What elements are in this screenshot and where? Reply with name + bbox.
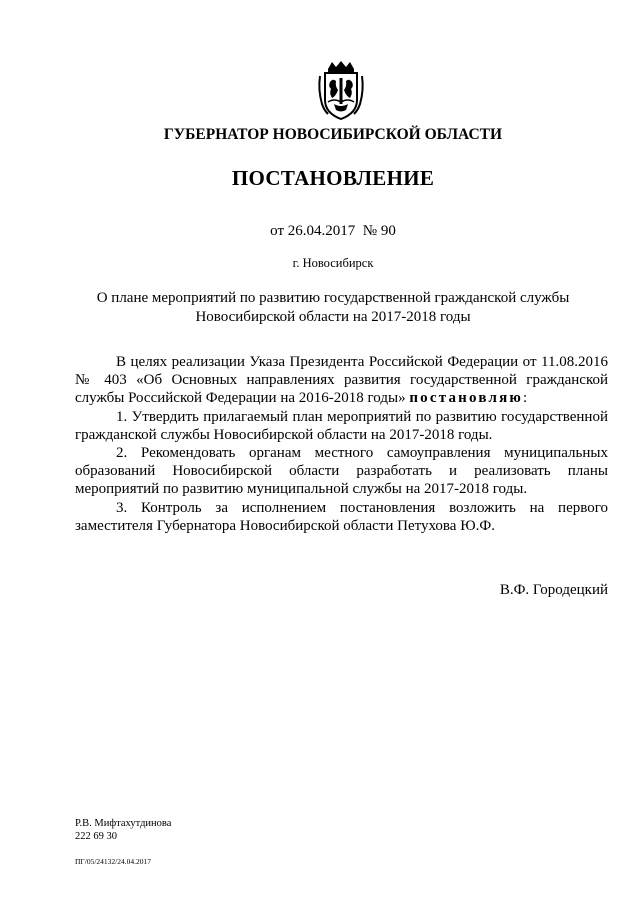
resolution-keyword: постановляю [409,390,524,407]
executor-phone: 222 69 30 [75,831,117,842]
issuer-title: ГУБЕРНАТОР НОВОСИБИРСКОЙ ОБЛАСТИ [163,126,503,143]
document-subject [0,289,640,327]
document-body [75,353,608,535]
city-line: г. Новосибирск [292,256,374,270]
registration-code: ПГ/05/24132/24.04.2017 [75,857,152,866]
subject-line-2: Новосибирской области на 2017-2018 годы [195,309,471,325]
executor-block [75,817,171,843]
executor-name: Р.В. Мифтахутдинова [75,818,172,829]
resolution-item-1: 1. Утвердить прилагаемый план мероприятий по развитию государственной гражданской службы Новосибирской области на 2017-2018 годы. [75,408,608,443]
preamble-paragraph [75,353,608,408]
resolution-item-2: 2. Рекомендовать органам местного самоуправления муниципальных образований Новосибирской области разработать и реализовать планы мероприятий по развитию муниципальной службы на 2017-2018 годы. [75,445,608,498]
subject-line-1: О плане мероприятий по развитию государственной гражданской службы [96,290,570,306]
preamble-text: В целях реализации Указа Президента Российской Федерации от 11.08.2016 № 403 «Об Основных направлениях развития государственной гражданской службы Российской Федерации на 2016-2018 годы» [75,354,608,407]
coat-of-arms-icon [316,60,366,122]
date-number-line: от 26.04.2017 № 90 [270,223,396,239]
resolution-item-3: 3. Контроль за исполнением постановления возложить на первого заместителя Губернатора Новосибирской области Петухова Ю.Ф. [75,499,608,534]
document-type-heading: ПОСТАНОВЛЕНИЕ [231,166,435,190]
signature-name: В.Ф. Городецкий [499,582,608,598]
preamble-end: : [523,390,528,407]
